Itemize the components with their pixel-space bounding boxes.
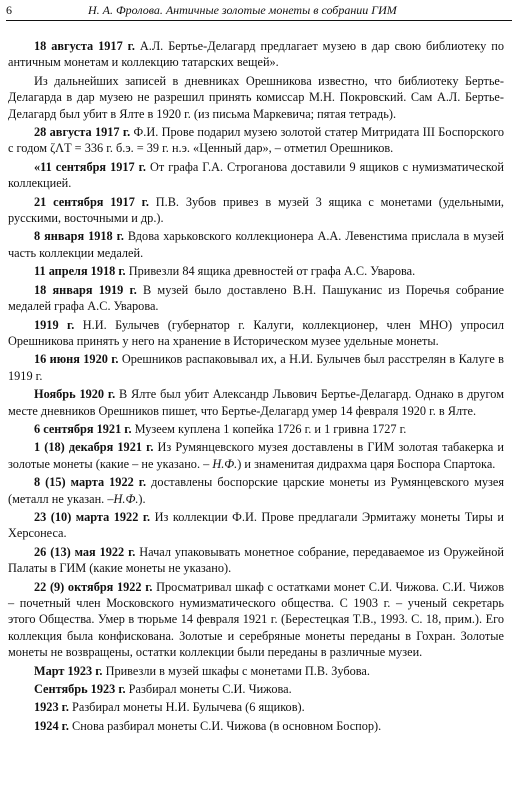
entry-text: Орешников распаковывал их, а Н.И. Булычев был расстрелян в Калуге в 1919 г.: [8, 352, 504, 383]
entry-text: В музей было доставлено В.Н. Пашуканис из Поречья собрание медалей графа А.С. Уварова.: [8, 282, 504, 314]
editor-note: Н.Ф.: [113, 491, 139, 506]
running-header: [6, 2, 512, 21]
entry-paragraph: [8, 124, 504, 157]
entry-text: Привезли в музей шкафы с монетами П.В. Зубова.: [102, 663, 370, 678]
entry-text: Музеем куплена 1 копейка 1726 г. и 1 гривна 1727 г.: [131, 421, 407, 436]
entry-date: Март 1923 г.: [34, 663, 103, 678]
entry-paragraph: [8, 282, 504, 315]
entry-date: 22 (9) октября 1922 г.: [34, 579, 153, 594]
entry-date: 11 апреля 1918 г.: [34, 264, 126, 279]
entry-paragraph: [8, 509, 504, 542]
entry-text: Из дальнейших записей в дневниках Орешникова известно, что библиотеку Бертье-Делагарда в дар музею не разрешил принять комиссар М.Н. Покровский. Сам А.Л. Бертье-Делагард был убит в Ялте в 1920 г. (из письма Маркевича; пятая тетрадь).: [8, 73, 504, 121]
entry-text-continued: ).: [138, 491, 146, 506]
entry-paragraph: [8, 351, 504, 384]
entry-text-continued: ) и знаменитая дидрахма царя Боспора Спартока.: [237, 456, 496, 471]
entry-text: Начал упаковывать монетное собрание, передаваемое из Оружейной Палаты в ГИМ (какие монеты не указано).: [8, 544, 504, 576]
entry-date: 1 (18) декабря 1921 г.: [34, 440, 154, 455]
entry-paragraph: [8, 228, 504, 261]
page-number: 6: [6, 3, 12, 17]
entry-paragraph: [8, 317, 504, 350]
entry-date: 18 августа 1917 г.: [34, 39, 135, 53]
entry-date: 23 (10) марта 1922 г.: [34, 509, 151, 524]
entry-date: 28 августа 1917 г.: [34, 125, 131, 140]
entry-text: П.В. Зубов привез в музей 3 ящика с монетами (удельными, русскими, восточными и др.).: [8, 194, 504, 226]
chronicle-text: [8, 38, 504, 736]
entry-paragraph: [8, 663, 504, 679]
entry-date: 6 сентября 1921 г.: [34, 421, 132, 436]
entry-date: 18 января 1919 г.: [34, 282, 137, 297]
entry-text: Н.И. Булычев (губернатор г. Калуги, коллекционер, член МНО) упросил Орешникова принять у него на хранение в Историческом музее удельные монеты.: [8, 317, 504, 348]
editor-note: Н.Ф.: [209, 456, 238, 471]
entry-paragraph: [8, 439, 504, 472]
entry-paragraph: [8, 263, 504, 279]
entry-paragraph: [8, 699, 504, 715]
entry-date: 1919 г.: [34, 317, 75, 332]
entry-paragraph: [8, 386, 504, 419]
entry-text: Разбирал монеты Н.И. Булычева (6 ящиков).: [68, 700, 305, 715]
entry-text: В Ялте был убит Александр Львович Бертье-Делагард. Однако в другом месте дневников Орешников пишет, что Бертье-Делагард умер 14 февраля 1920 г. в Ялте.: [8, 387, 504, 418]
entry-date: Сентябрь 1923 г.: [34, 682, 126, 697]
entry-paragraph: [8, 38, 504, 71]
entry-text: Разбирал монеты С.И. Чижова.: [125, 682, 292, 697]
entry-text: Снова разбирал монеты С.И. Чижова (в основном Боспор).: [68, 718, 382, 733]
entry-paragraph: [8, 73, 504, 122]
entry-date: 1923 г.: [34, 700, 69, 715]
entry-text: Вдова харьковского коллекционера А.А. Левенстима прислала в музей часть коллекции медалей.: [8, 229, 504, 260]
entry-paragraph: [8, 194, 504, 227]
entry-date: 26 (13) мая 1922 г.: [34, 544, 136, 559]
entry-date: Ноябрь 1920 г.: [34, 387, 116, 402]
entry-paragraph: [8, 579, 504, 661]
entry-text: Из Румянцевского музея доставлены в ГИМ золотая табакерка и золотые монеты (какие – не указано. –: [8, 440, 504, 471]
running-title: Н. А. Фролова. Античные золотые монеты в собрании ГИМ: [88, 3, 397, 17]
entry-text: От графа Г.А. Строганова доставили 9 ящиков с нумизматической коллекцией.: [8, 159, 504, 191]
entry-text: А.Л. Бертье-Делагард предлагает музею в дар свою библиотеку по античным монетам и коллекцию татарских вещей».: [8, 39, 504, 70]
entry-date: 8 (15) марта 1922 г.: [34, 475, 147, 490]
entry-paragraph: [8, 474, 504, 507]
entry-text: Привезли 84 ящика древностей от графа А.С. Уварова.: [125, 264, 416, 279]
entry-paragraph: [8, 159, 504, 192]
entry-date: 16 июня 1920 г.: [34, 352, 119, 367]
entry-date: 1924 г.: [34, 718, 69, 733]
entry-paragraph: [8, 544, 504, 577]
entry-text: Ф.И. Прове подарил музею золотой статер Митридата III Боспорского с годом ζΛТ = 336 г. б.э. = 39 г. н.э. «Ценный дар», – отметил Орешников.: [8, 125, 504, 156]
entry-date: 21 сентября 1917 г.: [34, 194, 149, 209]
entry-text: Просматривал шкаф с остатками монет С.И. Чижова. С.И. Чижов – почетный член Московского нумизматического общества. С 1903 г. – ученый секретарь этого Общества. Умер в тюрьме 14 февраля 1921 г. (Берестецкая Т.В., 1993. С. 18, прим.). Его коллекция была конфискована. Золотые и серебряные монеты переданы в Гохран. Золотые монеты не возвращены, остатки коллекции были переданы в различные музеи.: [8, 579, 505, 660]
entry-date: 8 января 1918 г.: [34, 229, 124, 244]
entry-text: доставлены боспорские царские монеты из Румянцевского музея (металл не указан. –: [8, 475, 504, 506]
entry-date: «11 сентября 1917 г.: [34, 159, 146, 174]
entry-text: Из коллекции Ф.И. Прове предлагали Эрмитажу монеты Тиры и Херсонеса.: [8, 509, 504, 541]
entry-paragraph: [8, 421, 504, 437]
entry-paragraph: [8, 681, 504, 697]
entry-paragraph: [8, 718, 504, 734]
